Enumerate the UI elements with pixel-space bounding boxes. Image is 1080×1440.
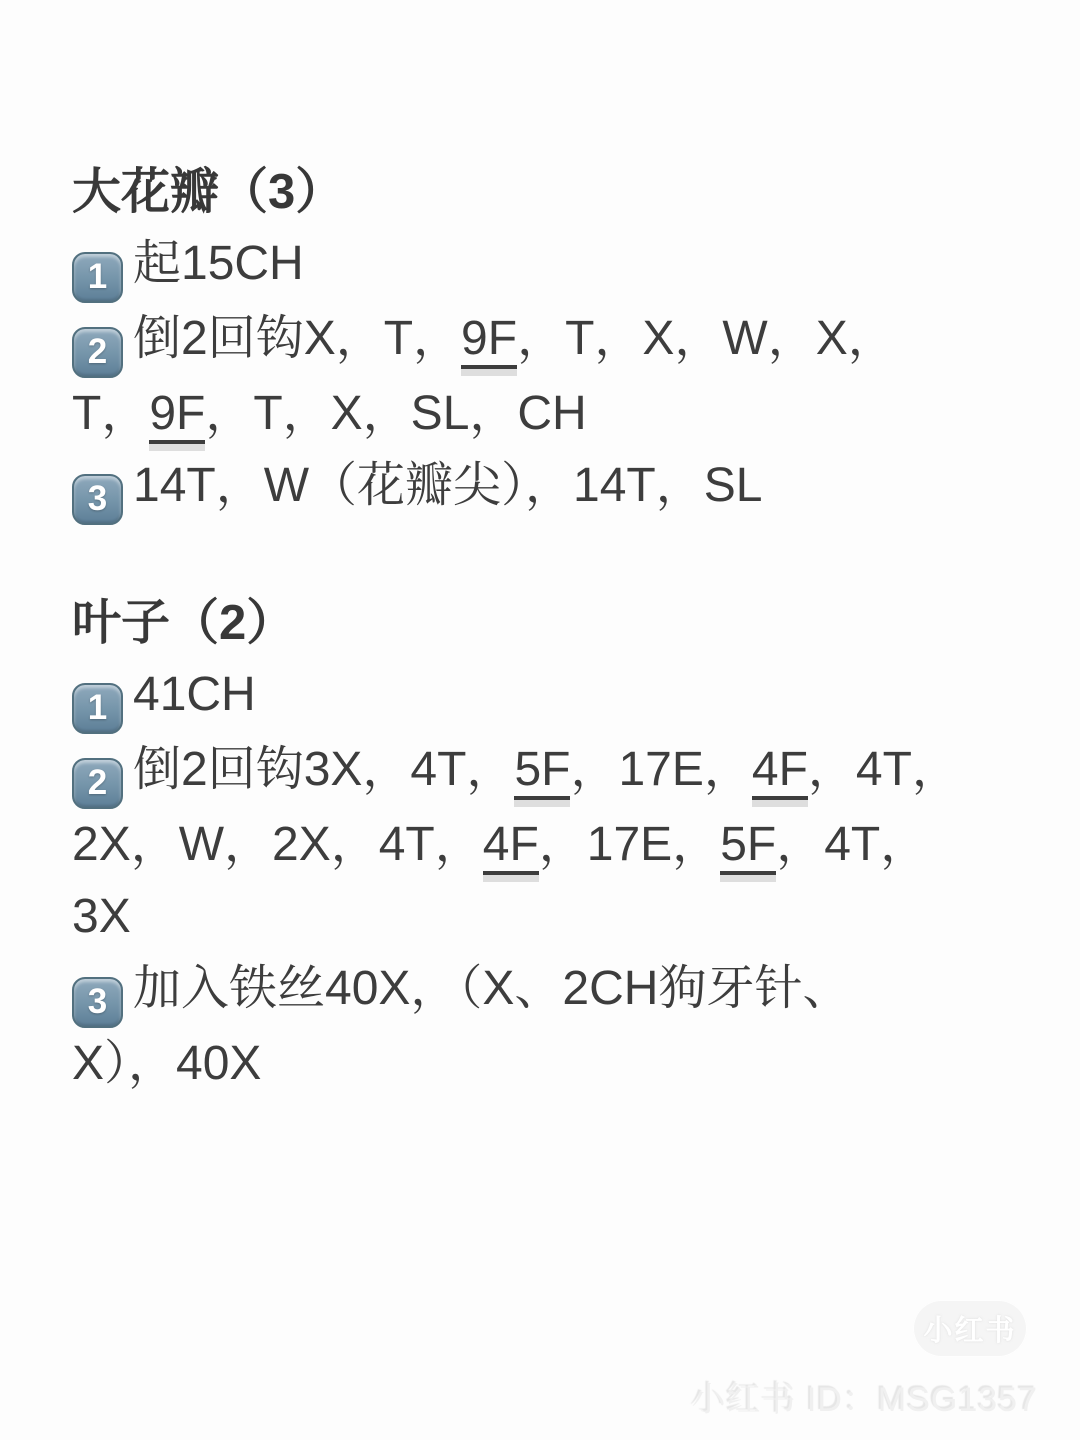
section-title: 大花瓣（3） [72,165,345,219]
pattern-text: 41CH [133,668,256,721]
pattern-text: 倒2回钩X，T， [133,312,462,365]
section-title: 叶子（2） [72,596,296,650]
pattern-text: 3X [72,890,131,943]
step-line [72,953,1032,1028]
pattern-text: 倒2回钩3X，4T， [133,743,515,796]
pattern-text: ，17E， [570,743,752,796]
step-2-keycap-icon: 2 [72,327,123,378]
pattern-text: 起15CH [133,237,304,290]
step-3-keycap-icon: 3 [72,474,123,525]
pattern-text: 2X，W，2X，4T， [72,818,483,871]
step-line-continuation [72,378,1032,450]
xiaohongshu-logo-text: 小红书 [923,1315,1017,1347]
step-line [72,303,1032,378]
step-1-keycap-icon: 1 [72,683,123,734]
pattern-text: X），40X [72,1037,262,1090]
step-line-continuation [72,1028,1032,1100]
underlined-stitch: 9F [149,387,205,444]
underlined-stitch: 5F [720,818,776,875]
step-line [72,450,1032,525]
step-3-keycap-icon: 3 [72,977,123,1028]
pattern-text: 加入铁丝40X，（X、2CH狗牙针、 [133,962,851,1015]
underlined-stitch: 4F [483,818,539,875]
pattern-text: T， [72,387,150,440]
step-line-continuation [72,809,1032,881]
underlined-stitch: 5F [514,743,570,800]
step-line [72,734,1032,809]
step-line-continuation [72,881,1032,953]
step-2-keycap-icon: 2 [72,758,123,809]
pattern-text: 14T，W（花瓣尖），14T，SL [133,459,763,512]
step-line [72,659,1032,734]
pattern-text: ，4T， [807,743,960,796]
underlined-stitch: 9F [461,312,517,369]
pattern-notes [72,156,1032,1100]
step-1-keycap-icon: 1 [72,252,123,303]
step-line [72,228,1032,303]
pattern-text: ，17E， [538,818,721,871]
pattern-text: ，T，X，W，X， [517,312,896,365]
pattern-text: ，4T， [776,818,929,871]
underlined-stitch: 4F [752,743,808,800]
pattern-text: ，T，X，SL，CH [205,387,587,440]
xiaohongshu-logo [913,1300,1027,1357]
section-large-petal [72,156,1032,525]
section-leaf [72,587,1032,1100]
watermark-id-text: 小红书 ID：MSG1357 [691,1381,1038,1419]
